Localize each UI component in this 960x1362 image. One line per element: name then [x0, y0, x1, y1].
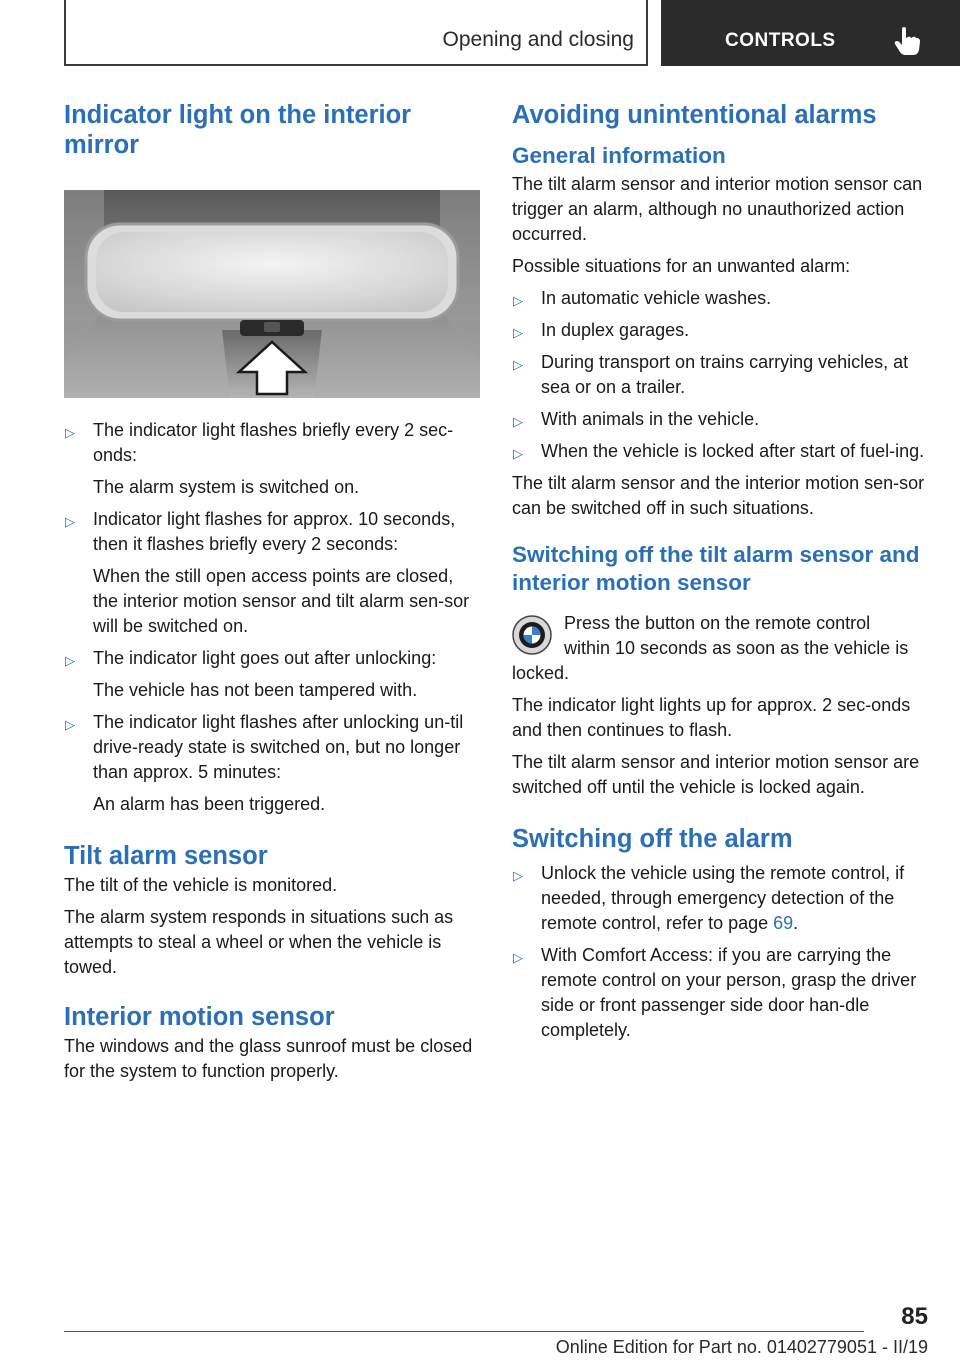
indicator-bullet-list	[64, 418, 482, 817]
list-item: ▷ The indicator light flashes after unlocking un‐til drive-ready state is switched on, but no longer than approx. 5 minutes: An alarm has been triggered.	[65, 712, 464, 814]
paragraph: Possible situations for an unwanted alarm:	[512, 256, 851, 276]
heading-indicator-light: Indicator light on the interior mirror	[64, 101, 412, 159]
page-reference-link[interactable]: 69	[773, 913, 794, 933]
triangle-bullet-icon: ▷	[513, 446, 523, 461]
list-item: ▷ With Comfort Access: if you are carrying the remote control on your person, grasp the driver side or front passenger side door han‐dle completely.	[513, 945, 917, 1040]
list-item: ▷ During transport on trains carrying vehicles, at sea or on a trailer.	[513, 352, 909, 397]
paragraph: within 10 seconds as soon as the vehicle is	[564, 638, 909, 658]
heading-switching-off-alarm: Switching off the alarm	[512, 825, 793, 853]
paragraph: The tilt alarm sensor and interior motion sensor can trigger an alarm, although no unauthorized action occurred.	[512, 174, 923, 244]
situation-bullet-list	[512, 286, 930, 464]
remote-key-button-icon	[512, 615, 552, 655]
triangle-bullet-icon: ▷	[513, 357, 523, 372]
paragraph: The tilt of the vehicle is monitored.	[64, 875, 338, 895]
paragraph: locked.	[512, 663, 570, 683]
heading-tilt-alarm-sensor: Tilt alarm sensor	[64, 842, 268, 870]
alarm-bullet-list	[512, 861, 930, 1043]
triangle-bullet-icon: ▷	[65, 425, 75, 440]
right-column	[512, 100, 930, 1043]
list-item: ▷ When the vehicle is locked after start of fuel‐ing.	[512, 439, 930, 464]
heading-general-information: General information	[512, 143, 726, 168]
interior-mirror-image	[64, 190, 480, 398]
list-item: ▷ In automatic vehicle washes.	[512, 286, 930, 311]
triangle-bullet-icon: ▷	[513, 950, 523, 965]
heading-interior-motion-sensor: Interior motion sensor	[64, 1003, 335, 1031]
triangle-bullet-icon: ▷	[65, 514, 75, 529]
remote-key-instruction	[512, 611, 930, 686]
chapter-title: CONTROLS	[725, 30, 836, 51]
triangle-bullet-icon: ▷	[513, 868, 523, 883]
triangle-bullet-icon: ▷	[65, 717, 75, 732]
list-item: ▷ Unlock the vehicle using the remote control, if needed, through emergency detection of the remote control, refer to page 69.	[513, 863, 905, 933]
section-tab	[64, 0, 648, 66]
list-item: ▷ The indicator light flashes briefly every 2 sec‐onds: The alarm system is switched on.	[65, 420, 454, 497]
paragraph: The tilt alarm sensor and interior motion sensor are switched off until the vehicle is locked again.	[512, 752, 920, 797]
heading-avoiding-alarms: Avoiding unintentional alarms	[512, 101, 877, 129]
list-item: ▷ In duplex garages.	[512, 318, 930, 343]
section-title: Opening and closing	[442, 28, 634, 51]
paragraph: The alarm system responds in situations such as attempts to steal a wheel or when the vehicle is towed.	[64, 907, 454, 977]
paragraph: The indicator light lights up for approx. 2 sec‐onds and then continues to flash.	[512, 695, 911, 740]
list-item: ▷ The indicator light goes out after unlocking: The vehicle has not been tampered with.	[65, 648, 437, 700]
footer-edition-text: Online Edition for Part no. 01402779051 - II/19	[555, 1337, 928, 1357]
triangle-bullet-icon: ▷	[65, 653, 75, 668]
list-item: ▷ Indicator light flashes for approx. 10 seconds, then it flashes briefly every 2 seconds: When the still open access points are closed, the interior motion sensor and tilt alarm sen‐sor will be switched on.	[65, 509, 470, 636]
footer-divider	[64, 1331, 864, 1332]
paragraph: The tilt alarm sensor and the interior motion sen‐sor can be switched off in such situations.	[512, 473, 925, 518]
pointing-hand-icon	[893, 26, 921, 56]
triangle-bullet-icon: ▷	[513, 293, 523, 308]
chapter-tab	[661, 0, 960, 66]
triangle-bullet-icon: ▷	[513, 325, 523, 340]
paragraph: Press the button on the remote control	[564, 613, 871, 633]
list-item: ▷ With animals in the vehicle.	[512, 407, 930, 432]
page-number: 85	[901, 1303, 928, 1330]
heading-switching-off-sensors: Switching off the tilt alarm sensor and interior motion sensor	[512, 542, 920, 595]
paragraph: The windows and the glass sunroof must be closed for the system to function properly.	[64, 1036, 473, 1081]
page-header	[64, 0, 960, 66]
triangle-bullet-icon: ▷	[513, 414, 523, 429]
left-column	[64, 100, 482, 1084]
